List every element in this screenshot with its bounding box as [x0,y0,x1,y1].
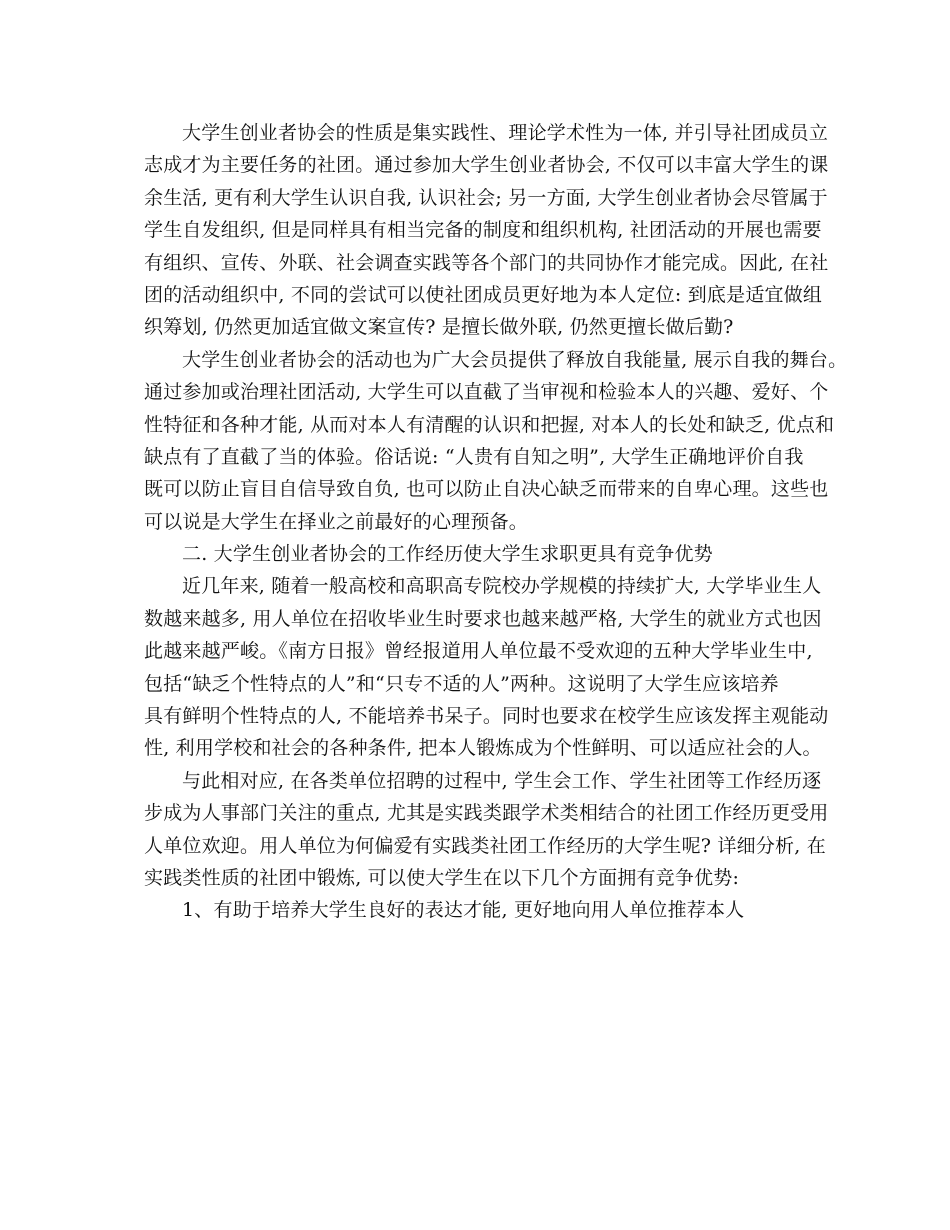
text-line: 大学生创业者协会的活动也为广大会员提供了释放自我能量, 展示自我的舞台。 [182,348,848,371]
text-line: 性, 利用学校和社会的各种条件, 把本人锻炼成为个性鲜明、可以适应社会的人。 [144,737,822,760]
text-line: 学生自发组织, 但是同样具有相当完备的制度和组织机构, 社团活动的开展也需要 [144,219,822,242]
text-line: 既可以防止盲目自信导致自负, 也可以防止自决心缺乏而带来的自卑心理。这些也 [144,478,829,501]
text-line: 1、有助于培养大学生良好的表达才能, 更好地向用人单位推荐本人 [182,899,745,922]
text-line: 实践类性质的社团中锻炼, 可以使大学生在以下几个方面拥有竞争优势: [144,866,740,889]
text-line: 有组织、宣传、外联、社会调查实践等各个部门的共同协作才能完成。因此, 在社 [144,251,829,274]
body-text [144,117,850,927]
text-line: 包括“缺乏个性特点的人”和“只专不适的人”两种。这说明了大学生应该培养 [144,672,779,695]
text-line: 大学生创业者协会的性质是集实践性、理论学术性为一体, 并引导社团成员立 [182,122,829,144]
text-line: 缺点有了直截了当的体验。俗话说: “人贵有自知之明”, 大学生正确地评价自我 [144,445,804,468]
text-line: 与此相对应, 在各类单位招聘的过程中, 学生会工作、学生社团等工作经历逐 [182,769,822,792]
text-line: 志成才为主要任务的社团。通过参加大学生创业者协会, 不仅可以丰富大学生的课 [144,154,829,177]
text-line: 步成为人事部门关注的重点, 尤其是实践类跟学术类相结合的社团工作经历更受用 [144,802,829,825]
text-line: 此越来越严峻。《南方日报》曾经报道用人单位最不受欢迎的五种大学毕业生中, [144,640,813,663]
text-line: 余生活, 更有利大学生认识自我, 认识社会; 另一方面, 大学生创业者协会尽管属于 [144,186,828,209]
text-line: 可以说是大学生在择业之前最好的心理预备。 [144,510,529,533]
text-line: 通过参加或治理社团活动, 大学生可以直截了当审视和检验本人的兴趣、爱好、个 [144,381,829,404]
text-line: 数越来越多, 用人单位在招收毕业生时要求也越来越严格, 大学生的就业方式也因 [144,607,822,630]
text-line: 二. 大学生创业者协会的工作经历使大学生求职更具有竞争优势 [182,543,713,566]
text-line: 近几年来, 随着一般高校和高职高专院校办学规模的持续扩大, 大学毕业生人 [182,575,822,598]
text-line: 性特征和各种才能, 从而对本人有清醒的认识和把握, 对本人的长处和缺乏, 优点和 [144,413,835,436]
text-line: 具有鲜明个性特点的人, 不能培养书呆子。同时也要求在校学生应该发挥主观能动 [144,705,829,728]
text-line: 团的活动组织中, 不同的尝试可以使社团成员更好地为本人定位: 到底是适宜做组 [144,283,823,306]
text-line: 织筹划, 仍然更加适宜做文案宣传? 是擅长做外联, 仍然更擅长做后勤? [144,316,734,339]
text-line: 人单位欢迎。用人单位为何偏爱有实践类社团工作经历的大学生呢? 详细分析, 在 [144,834,826,857]
